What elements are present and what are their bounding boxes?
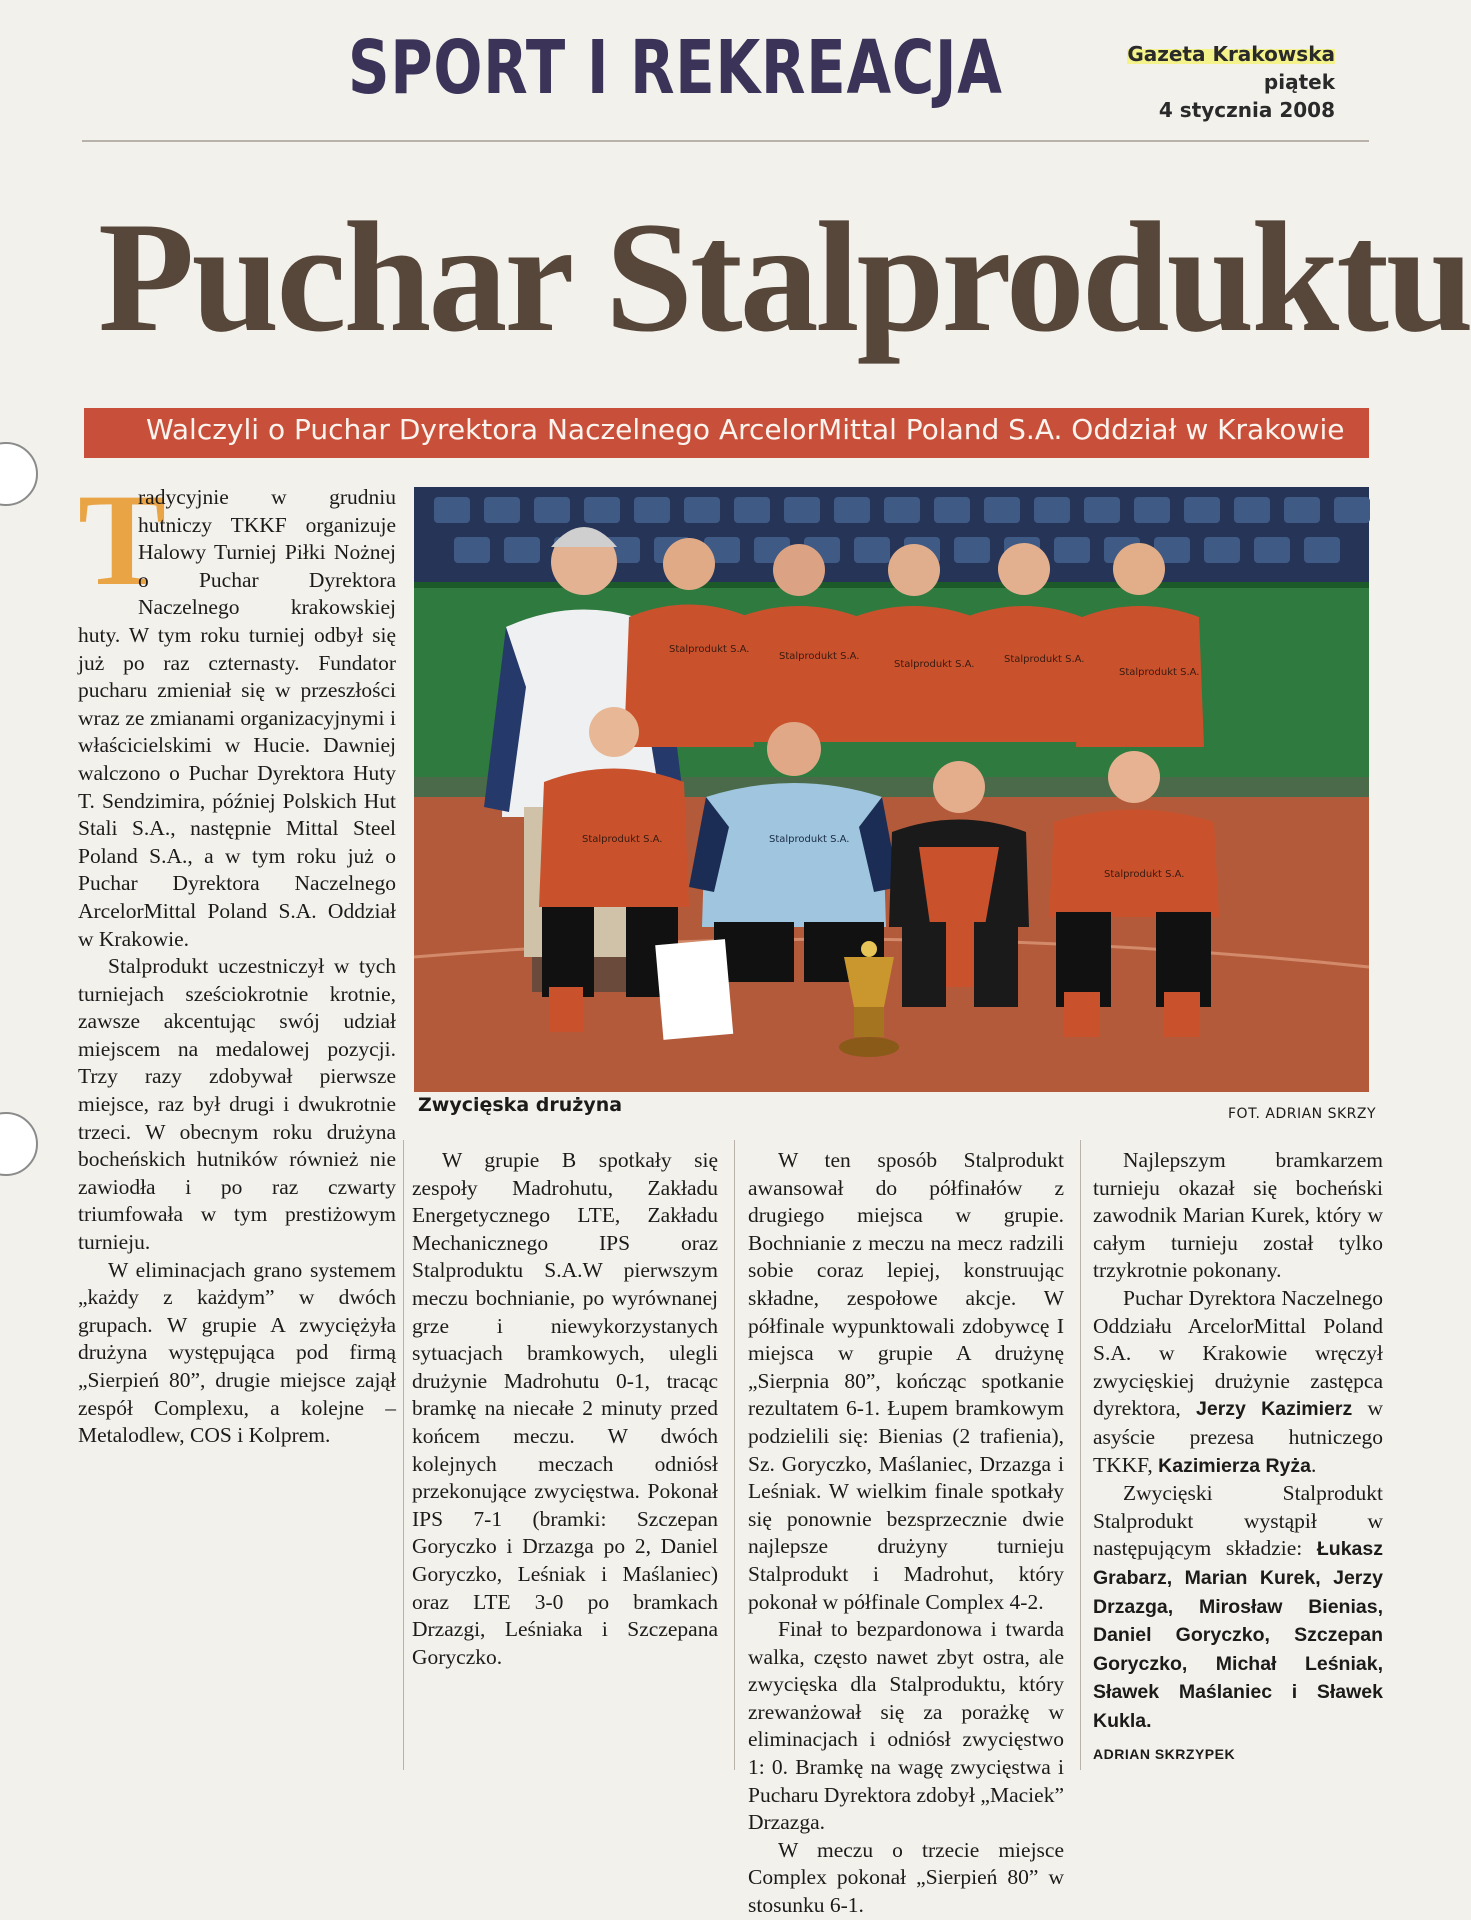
tkkf-president-name: Kazimierza Ryża [1158,1454,1311,1477]
paragraph-8: Najlepszym bramkarzem turnieju okazał się bocheński zawodnik Marian Kurek, który w całym turnieju został tylko trzykrotnie pokonany. [1093,1148,1383,1283]
subheadline: Walczyli o Puchar Dyrektora Naczelnego ArcelorMittal Poland S.A. Oddział w Krakowie [146,413,1345,446]
masthead-paper: Gazeta Krakowska [1127,42,1335,66]
column-divider-2 [734,1140,735,1770]
svg-text:Stalprodukt S.A.: Stalprodukt S.A. [582,834,663,845]
svg-text:Stalprodukt S.A.: Stalprodukt S.A. [779,651,860,662]
punch-hole-top [0,442,38,506]
photo-credit: FOT. ADRIAN SKRZY [1228,1106,1377,1122]
article-column-3 [748,1147,1064,1920]
author-signature: ADRIAN SKRZYPEK [1093,1746,1236,1763]
svg-text:Stalprodukt S.A.: Stalprodukt S.A. [1119,667,1200,678]
paragraph-10: Zwycięski Stalprodukt Stalprodukt wystąpił w następującym składzie: Łukasz Grabarz, Marian Kurek, Jerzy Drzazga, Mirosław Bienias, Daniel Goryczko, Szczepan Goryczko, Michał Leśniak, Sławek Maślaniec i Sławek Kukla. [1093,1481,1383,1732]
svg-text:Stalprodukt S.A.: Stalprodukt S.A. [894,659,975,670]
team-photo [414,487,1369,1092]
paragraph-4: W grupie B spotkały się zespoły Madrohutu, Zakładu Energetycznego LTE, Zakładu Mechanicznego IPS oraz Stalproduktu S.A.W pierwszym meczu bochnianie, po wyrównanej grze i niewykorzystanych sytuacjach bramkowych, ulegli drużynie Madrohutu 0-1, tracąc bramkę na niecałe 2 minuty przed końcem meczu. W dwóch kolejnych meczach odniósł przekonujące zwycięstwa. Pokonał IPS 7-1 (bramki: Szczepan Goryczko i Drzazga po 2, Daniel Goryczko, Leśniak i Maślaniec) oraz LTE 3-0 po bramkach Drzazgi, Leśniaka i Szczepana Goryczko. [412,1148,718,1669]
paragraph-6: Finał to bezpardonowa i twarda walka, często nawet zbyt ostra, ale zwycięska dla Stalproduktu, który zrewanżował się za porażkę w eliminacjach i odniósł zwycięstwo 1: 0. Bramkę na wagę zwycięstwa i Pucharu Dyrektora zdobył „Maciek” Drzazga. [748,1617,1064,1835]
paragraph-5: W ten sposób Stalprodukt awansował do półfinałów z drugiego miejsca w grupie. Bochnianie z meczu na mecz radzili sobie coraz lepiej, konstruując składne, zespołowe akcje. W półfinale wypunktowali zdobywcę I miejsca w grupie A drużynę „Sierpnia 80”, kończąc spotkanie rezultatem 6-1. Łupem bramkowym podzielili się: Bienias (2 trafienia), Sz. Goryczko, Maślaniec, Drzazga i Leśniak. W wielkim finale spotkały się ponownie bezsprzecznie dwie najlepsze drużyny turnieju Stalprodukt i Madrohut, który pokonał w półfinale Complex 4-2. [748,1148,1064,1614]
svg-text:Stalprodukt S.A.: Stalprodukt S.A. [669,644,750,655]
paragraph-3: W eliminacjach grano systemem „każdy z każdym” w dwóch grupach. W grupie A zwyciężyła drużyna występująca pod firmą „Sierpień 80”, drugie miejsce zajął zespół Complexu, a kolejne –Metalodlew, COS i Kolprem. [78,1257,396,1448]
paragraph-1-text: radycyjnie w grudniu hutniczy TKKF organizuje Halowy Turniej Piłki Nożnej o Puchar Dyrektora Naczelnego krakowskiej huty. W tym roku turniej odbył się już po raz czternasty. Fundator pucharu zmieniał się w przeszłości wraz ze zmianami organizacyjnymi i właścicielskimi w Hucie. Dawniej walczono o Puchar Dyrektora Huty T. Sendzimira, później Polskich Hut Stali S.A., następnie Mittal Steel Poland S.A., a w tym roku już o Puchar Dyrektora Naczelnego ArcelorMittal Poland S.A. Oddział w Krakowie. [78,485,396,951]
paragraph-2: Stalprodukt uczestniczył w tych turniejach sześciokrotnie krotnie, zawsze akcentując swój udział miejscem na medalowej pozycji. Trzy razy zdobywał pierwsze miejsce, raz był drugi i dwukrotnie trzeci. W obecnym roku drużyna bocheńskich hutników również nie zawiodła i po raz czwarty triumfowała w tym prestiżowym turnieju. [78,954,396,1255]
article-column-4 [1093,1147,1383,1769]
article-column-2 [412,1147,718,1671]
svg-text:Stalprodukt S.A.: Stalprodukt S.A. [1104,869,1185,880]
presenter-name: Jerzy Kazimierz [1196,1398,1353,1421]
paragraph-7: W meczu o trzecie miejsce Complex pokonał „Sierpień 80” w stosunku 6-1. [748,1837,1064,1918]
punch-hole-bottom [0,1112,38,1176]
svg-text:Stalprodukt S.A.: Stalprodukt S.A. [769,834,850,845]
headline: Puchar Stalproduktu [98,190,1471,365]
svg-text:Stalprodukt S.A.: Stalprodukt S.A. [1004,654,1085,665]
team-roster: Łukasz Grabarz, Marian Kurek, Jerzy Drzazga, Mirosław Bienias, Daniel Goryczko, Szczepan Goryczko, Michał Leśniak, Sławek Maślaniec i Sławek Kukla. [1093,1538,1383,1732]
column-divider-3 [1080,1140,1081,1770]
section-title: SPORT I REKREACJA [348,25,1003,111]
top-rule [82,140,1369,142]
column-divider-1 [403,1140,404,1770]
masthead [1035,40,1335,124]
paragraph-9: Puchar Dyrektora Naczelnego Oddziału ArcelorMittal Poland S.A. w Krakowie wręczył zwycięskiej drużynie zastępca dyrektora, Jerzy Kazimierz w asyście prezesa hutniczego TKKF, Kazimierza Ryża. [1093,1285,1383,1477]
photo-caption: Zwycięska drużyna [418,1094,623,1116]
subheadline-banner [84,408,1369,458]
article-column-1 [78,466,396,1450]
paragraph-intro [78,466,396,953]
back-row-players [624,538,1204,747]
masthead-weekday: piątek [1263,70,1335,94]
masthead-date: 4 stycznia 2008 [1158,98,1335,122]
dropcap: T [78,466,167,613]
